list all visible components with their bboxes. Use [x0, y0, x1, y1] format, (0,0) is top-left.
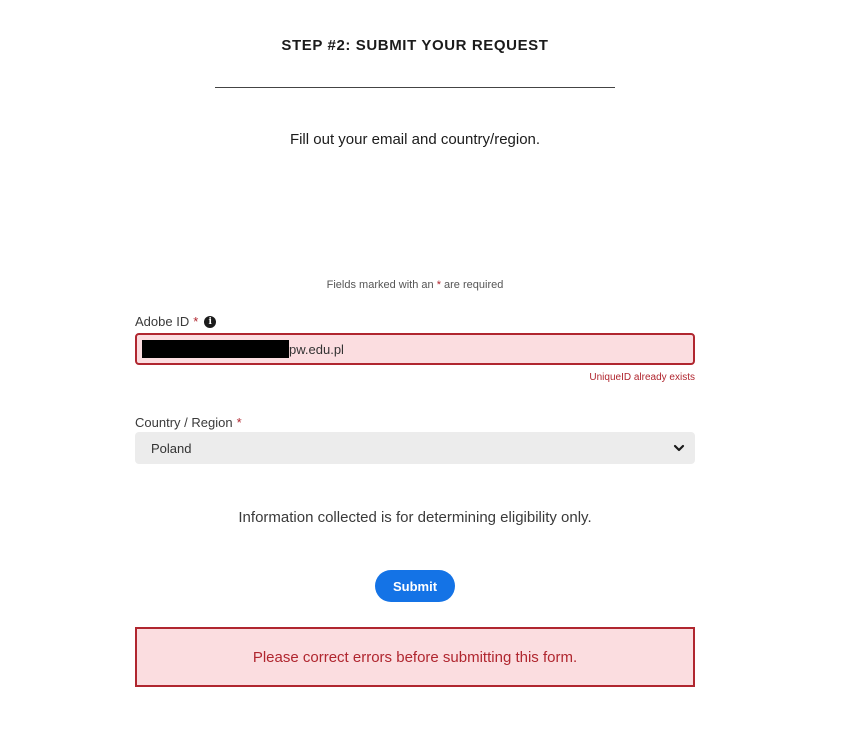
- adobe-id-label-text: Adobe ID: [135, 314, 190, 329]
- country-select[interactable]: [135, 432, 695, 464]
- required-note-suffix: are required: [440, 279, 504, 291]
- required-note-prefix: Fields marked with an: [326, 279, 437, 291]
- adobe-id-input-value: pw.edu.pl: [289, 341, 344, 357]
- country-required-marker: *: [236, 415, 242, 430]
- submit-button[interactable]: Submit: [375, 570, 455, 602]
- divider: [215, 87, 615, 88]
- step-title: STEP #2: SUBMIT YOUR REQUEST: [281, 37, 549, 54]
- adobe-id-input[interactable]: [135, 333, 695, 365]
- chevron-down-icon: [673, 442, 685, 454]
- required-asterisk: *: [436, 279, 441, 291]
- info-icon[interactable]: i: [204, 316, 216, 328]
- form-error-banner: Please correct errors before submitting this form.: [135, 627, 695, 687]
- page-subtitle: Fill out your email and country/region.: [289, 131, 541, 148]
- adobe-id-label: [135, 314, 216, 329]
- country-label: [135, 415, 242, 430]
- adobe-id-required-marker: *: [193, 314, 199, 329]
- country-label-text: Country / Region: [135, 415, 233, 430]
- country-select-value: Poland: [151, 440, 192, 456]
- required-fields-note: [0, 279, 830, 291]
- adobe-id-error: UniqueID already exists: [589, 372, 695, 383]
- redacted-email-block: [142, 340, 289, 358]
- eligibility-disclaimer: Information collected is for determining eligibility only.: [238, 509, 592, 526]
